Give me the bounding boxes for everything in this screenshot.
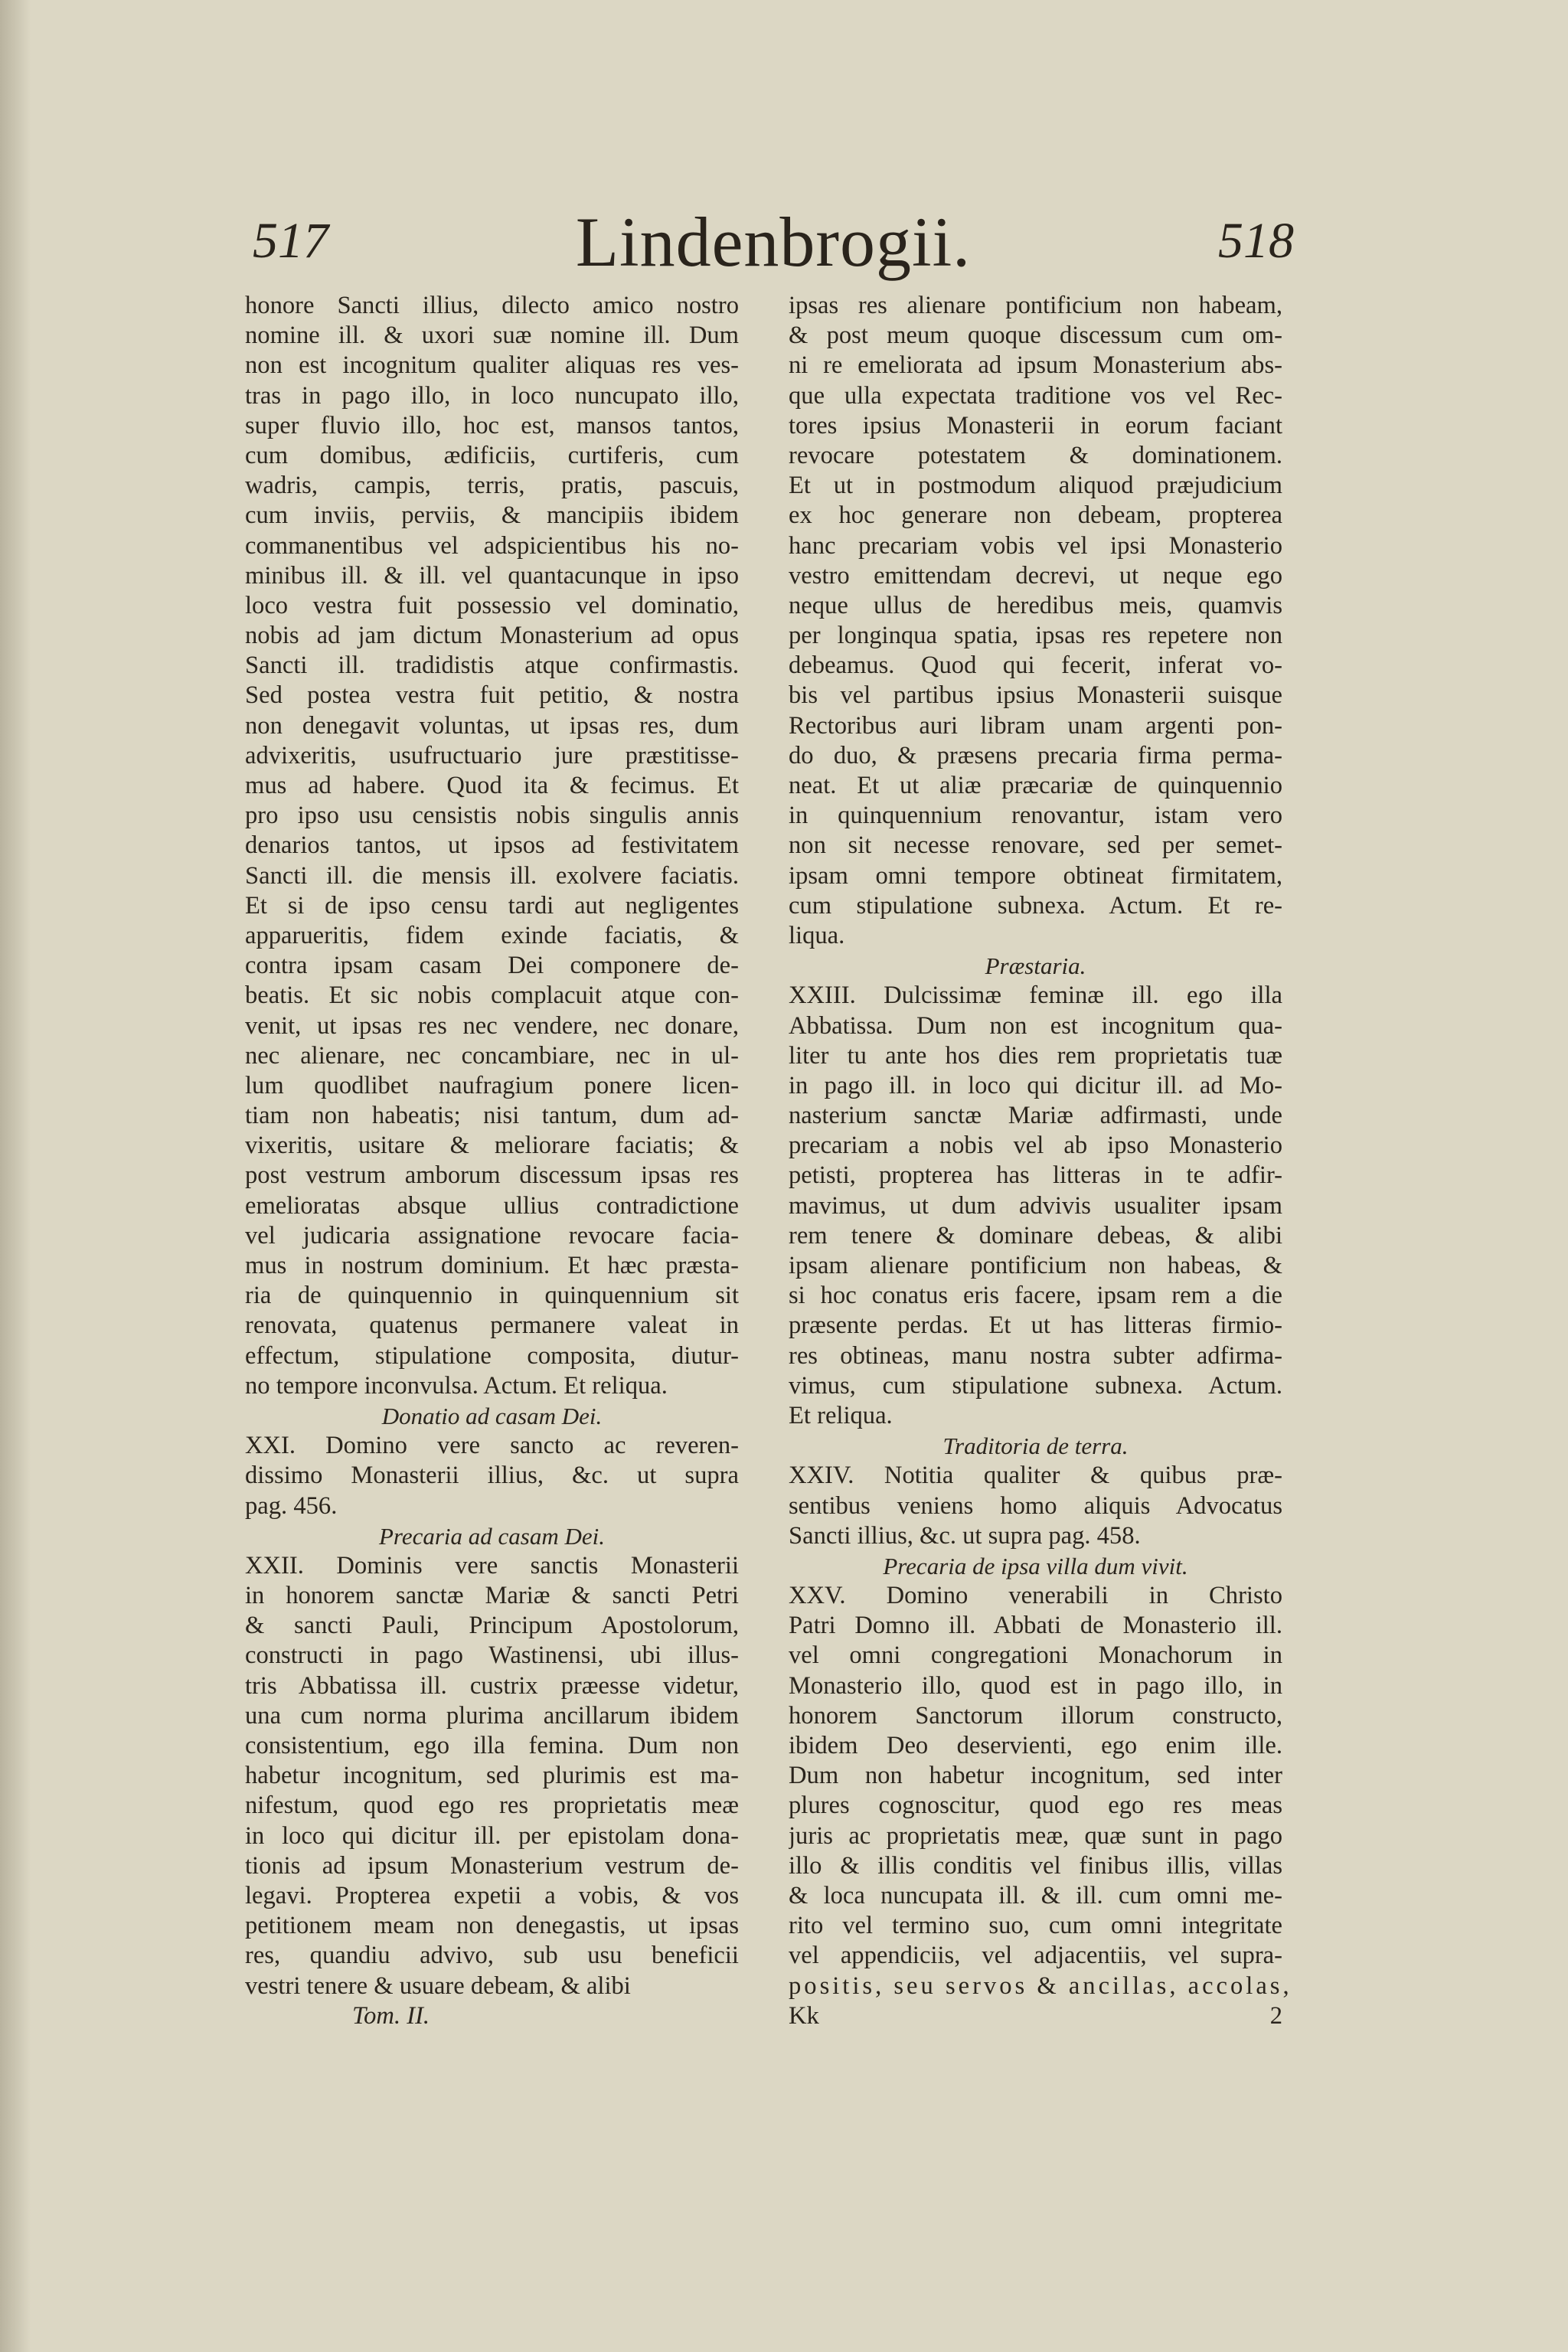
text-line: pro ipso usu censistis nobis singulis annis [245, 802, 739, 830]
text-line: que ulla expectata traditione vos vel Rec- [789, 381, 1282, 410]
text-line: Sed postea vestra fuit petitio, & nostra [245, 681, 739, 710]
text-line: consistentium, ego illa femina. Dum non [245, 1732, 739, 1759]
text-line: illo & illis conditis vel finibus illis, villas [789, 1851, 1282, 1880]
text-line: in loco qui dicitur ill. per epistolam dona- [245, 1821, 739, 1850]
text-line: effectum, stipulatione composita, diutur- [245, 1341, 739, 1370]
text-line: neat. Et ut aliæ præcariæ de quinquennio [789, 772, 1282, 799]
text-line: præsente perdas. Et ut has litteras firmio- [789, 1312, 1282, 1340]
text-line: habetur incognitum, sed plurimis est ma- [245, 1762, 739, 1790]
text-line: precariam a nobis vel ab ipso Monasterio [789, 1132, 1282, 1160]
text-line: sentibus veniens homo aliquis Advocatus [789, 1491, 1282, 1520]
page-title: Lindenbrogii. [575, 203, 972, 281]
text-line: tores ipsius Monasterii in eorum faciant [789, 411, 1282, 439]
left-page-number: 517 [253, 213, 328, 269]
text-line: bis vel partibus ipsius Monasterii suisque [789, 681, 1282, 710]
section-heading: Traditoria de terra. [942, 1432, 1129, 1460]
text-line: juris ac proprietatis meæ, quæ sunt in pago [789, 1821, 1282, 1850]
text-line: tionis ad ipsum Monasterium vestrum de- [245, 1851, 739, 1880]
text-line: Abbatissa. Dum non est incognitum qua- [789, 1011, 1282, 1040]
text-line: Et si de ipso censu tardi aut negligentes [245, 891, 739, 920]
text-line: Dum non habetur incognitum, sed inter [789, 1762, 1282, 1790]
text-line: liqua. [789, 921, 845, 949]
text-line: Et reliqua. [789, 1401, 893, 1429]
text-line: post vestrum amborum discessum ipsas res [245, 1161, 739, 1190]
text-line: apparueritis, fidem exinde faciatis, & [245, 921, 739, 949]
text-line: cum stipulatione subnexa. Actum. Et re- [789, 891, 1282, 920]
text-line: dissimo Monasterii illius, &c. ut supra [245, 1462, 739, 1490]
text-line: ibidem Deo deservienti, ego enim ille. [789, 1732, 1282, 1759]
section-heading: Præstaria. [985, 952, 1086, 980]
text-line: XXIV. Notitia qualiter & quibus præ- [789, 1462, 1282, 1490]
right-page-number: 518 [1218, 213, 1294, 269]
text-line: ipsam alienare pontificium non habeas, & [789, 1252, 1282, 1279]
text-line: Rectoribus auri libram unam argenti pon- [789, 711, 1282, 740]
text-line: legavi. Propterea expetii a vobis, & vos [245, 1881, 739, 1909]
text-line: tiam non habeatis; nisi tantum, dum ad- [245, 1102, 739, 1130]
text-line: rem tenere & dominare debeas, & alibi [789, 1221, 1282, 1250]
text-line: nobis ad jam dictum Monasterium ad opus [245, 622, 739, 650]
text-line: tris Abbatissa ill. custrix præesse videtur, [245, 1671, 739, 1700]
page-gutter-shadow [0, 0, 31, 2352]
text-line: in honorem sanctæ Mariæ & sancti Petri [245, 1582, 739, 1610]
text-line: do duo, & præsens precaria firma perma- [789, 741, 1282, 769]
section-heading: Donatio ad casam Dei. [381, 1402, 603, 1429]
text-line: vimus, cum stipulatione subnexa. Actum. [789, 1371, 1282, 1400]
text-line: vel judicaria assignatione revocare facia- [245, 1221, 739, 1250]
text-line: wadris, campis, terris, pratis, pascuis, [245, 472, 739, 500]
text-line: plures cognoscitur, quod ego res meas [789, 1792, 1282, 1820]
text-line: nifestum, quod ego res proprietatis meæ [245, 1792, 739, 1820]
text-line: denarios tantos, ut ipsos ad festivitatem [245, 831, 739, 860]
text-line: una cum norma plurima ancillarum ibidem [245, 1701, 739, 1730]
text-line: vixeritis, usitare & meliorare faciatis; & [245, 1132, 739, 1160]
text-line: vestri tenere & usuare debeam, & alibi [245, 1971, 631, 2000]
text-line: ex hoc generare non debeam, propterea [789, 501, 1282, 530]
text-line: emelioratas absque ullius contradictione [245, 1191, 739, 1220]
text-line: ria de quinquennio in quinquennium sit [245, 1282, 739, 1310]
section-heading: Precaria de ipsa villa dum vivit. [883, 1552, 1188, 1579]
text-line: debeamus. Quod qui fecerit, inferat vo- [789, 652, 1282, 680]
text-line: nomine ill. & uxori suæ nomine ill. Dum [245, 322, 739, 350]
text-line: Kk 2 [789, 2001, 1282, 2030]
text-line: cum domibus, ædificiis, curtiferis, cum [245, 441, 739, 469]
right-column [789, 291, 1292, 2031]
text-line: mus in nostrum dominium. Et hæc præsta- [245, 1252, 739, 1279]
text-line: liter tu ante hos dies rem proprietatis tuæ [789, 1041, 1282, 1070]
text-line: in pago ill. in loco qui dicitur ill. ad Mo- [789, 1071, 1282, 1099]
text-line: vestro emittendam decrevi, ut neque ego [789, 561, 1282, 590]
text-line: XXV. Domino venerabili in Christo [789, 1582, 1282, 1610]
text-line: tras in pago illo, in loco nuncupato illo, [245, 381, 739, 410]
text-line: petisti, propterea has litteras in te adfir- [789, 1161, 1282, 1190]
text-line: cum inviis, perviis, & mancipiis ibidem [245, 501, 739, 530]
text-line: Sancti illius, &c. ut supra pag. 458. [789, 1521, 1141, 1550]
text-line: beatis. Et sic nobis complacuit atque con- [245, 982, 739, 1010]
text-line: renovata, quatenus permanere valeat in [245, 1312, 739, 1340]
text-line: loco vestra fuit possessio vel dominatio, [245, 591, 739, 619]
text-line: & post meum quoque discessum cum om- [789, 322, 1282, 350]
sheet-signature: positis, seu servos & ancillas, accolas, [789, 1971, 1292, 2000]
text-line: Patri Domno ill. Abbati de Monasterio ill. [789, 1612, 1282, 1640]
text-line: Sancti ill. die mensis ill. exolvere faciatis. [245, 861, 739, 890]
text-line: ipsam omni tempore obtineat firmitatem, [789, 861, 1282, 890]
text-line: honore Sancti illius, dilecto amico nostro [245, 292, 739, 319]
text-line: si hoc conatus eris facere, ipsam rem a die [789, 1282, 1282, 1310]
text-line: contra ipsam casam Dei componere de- [245, 952, 739, 980]
text-line: hanc precariam vobis vel ipsi Monasterio [789, 531, 1282, 560]
text-line: vel appendiciis, vel adjacentiis, vel supra- [789, 1942, 1282, 1970]
left-column [245, 291, 739, 2031]
book-page [245, 203, 1302, 2182]
text-line: non est incognitum qualiter aliquas res ves- [245, 351, 739, 380]
text-line: pag. 456. [245, 1491, 338, 1520]
text-line: Monasterio illo, quod est in pago illo, in [789, 1671, 1282, 1700]
text-line: vel omni congregationi Monachorum in [789, 1642, 1282, 1670]
volume-signature: Tom. II. [352, 2001, 430, 2030]
text-line: minibus ill. & ill. vel quantacunque in ipso [245, 561, 739, 590]
text-line: mus ad habere. Quod ita & fecimus. Et [245, 772, 739, 799]
text-line: nec alienare, nec concambiare, nec in ul- [245, 1041, 739, 1070]
text-line: honorem Sanctorum illorum constructo, [789, 1701, 1282, 1730]
text-line: no tempore inconvulsa. Actum. Et reliqua. [245, 1371, 668, 1400]
text-line: XXI. Domino vere sancto ac reveren- [245, 1432, 739, 1460]
text-line: ni re emeliorata ad ipsum Monasterium abs- [789, 351, 1282, 380]
text-line: & loca nuncupata ill. & ill. cum omni me- [789, 1881, 1282, 1909]
text-line: res obtineas, manu nostra subter adfirma- [789, 1341, 1282, 1370]
text-line: & sancti Pauli, Principum Apostolorum, [245, 1612, 739, 1640]
section-heading: Precaria ad casam Dei. [378, 1522, 605, 1550]
text-line: neque ullus de heredibus meis, quamvis [789, 591, 1282, 619]
text-line: venit, ut ipsas res nec vendere, nec donare, [245, 1011, 739, 1040]
text-line: Sancti ill. tradidistis atque confirmastis. [245, 652, 739, 680]
text-line: non sit necesse renovare, sed per semet- [789, 831, 1282, 860]
text-line: non denegavit voluntas, ut ipsas res, dum [245, 711, 739, 740]
text-line: rito vel termino suo, cum omni integritate [789, 1912, 1282, 1940]
text-line: petitionem meam non denegastis, ut ipsas [245, 1912, 739, 1940]
text-line: revocare potestatem & dominationem. [789, 441, 1282, 469]
text-line: Et ut in postmodum aliquod præjudicium [789, 472, 1282, 500]
text-line: commanentibus vel adspicientibus his no- [245, 531, 739, 560]
text-line: advixeritis, usufructuario jure præstitisse- [245, 741, 739, 769]
text-line: ipsas res alienare pontificium non habeam, [789, 292, 1282, 319]
text-line: lum quodlibet naufragium ponere licen- [245, 1071, 739, 1099]
text-line: mavimus, ut dum advivis usualiter ipsam [789, 1191, 1282, 1220]
text-line: super fluvio illo, hoc est, mansos tantos, [245, 411, 739, 439]
text-line: res, quandiu advivo, sub usu beneficii [245, 1942, 739, 1970]
running-header [245, 203, 1302, 291]
text-line: in quinquennium renovantur, istam vero [789, 802, 1282, 830]
text-line: per longinqua spatia, ipsas res repetere non [789, 622, 1282, 650]
text-line: constructi in pago Wastinensi, ubi illus- [245, 1642, 739, 1670]
text-line: nasterium sanctæ Mariæ adfirmasti, unde [789, 1102, 1282, 1130]
text-line: XXII. Dominis vere sanctis Monasterii [245, 1551, 739, 1579]
text-line: XXIII. Dulcissimæ feminæ ill. ego illa [789, 982, 1282, 1010]
